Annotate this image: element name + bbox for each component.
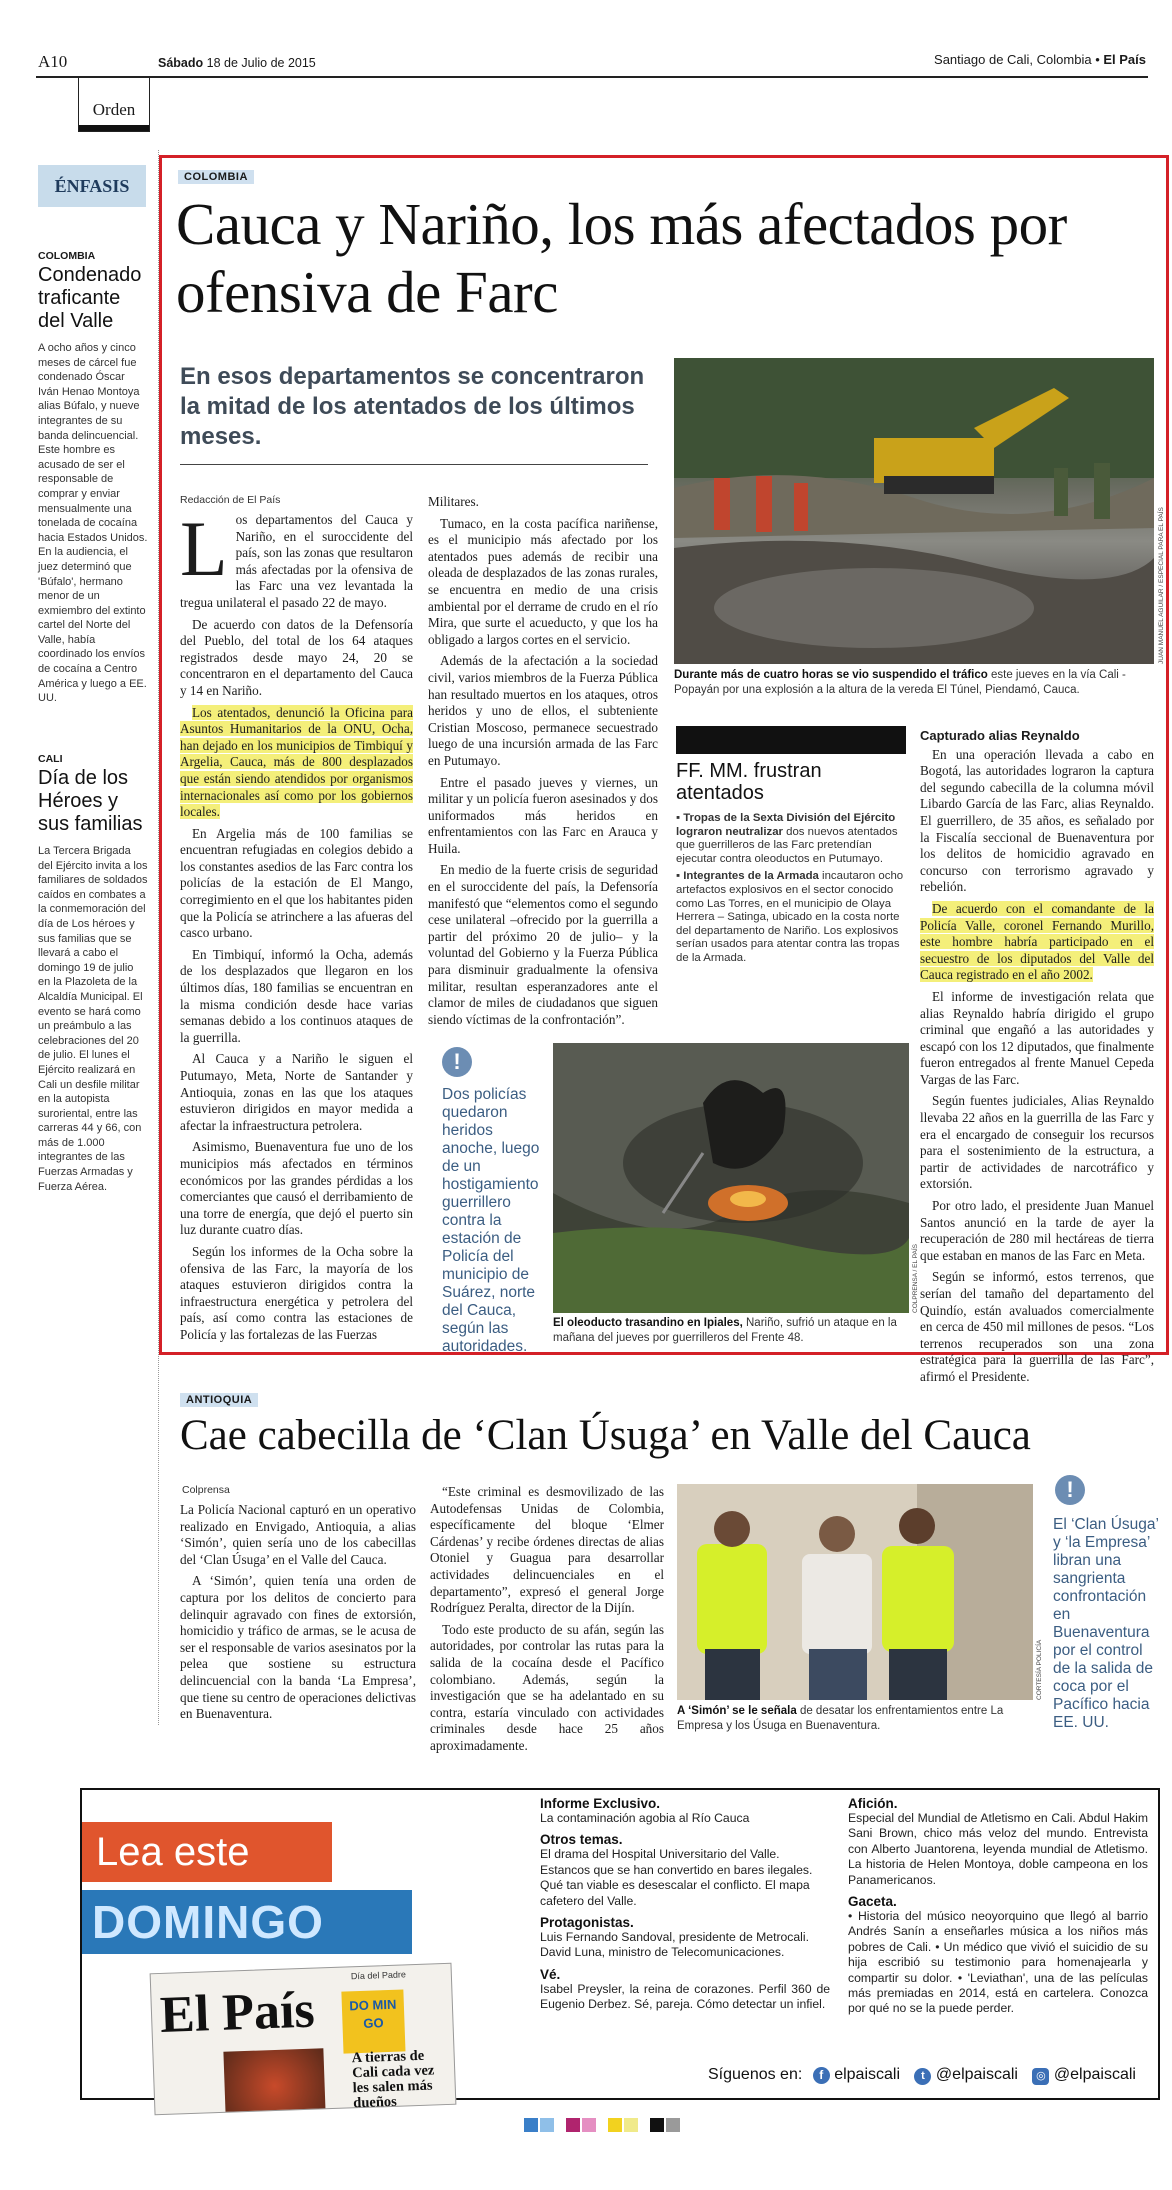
paper-name: El País bbox=[1103, 52, 1146, 67]
main-kicker: COLOMBIA bbox=[178, 170, 254, 184]
section-tab bbox=[78, 76, 150, 132]
registration-swatch bbox=[608, 2118, 622, 2132]
registration-swatch bbox=[666, 2118, 680, 2132]
promo-domingo: DOMINGO bbox=[82, 1890, 412, 1954]
main-col-1 bbox=[180, 505, 413, 1349]
promo-newspaper bbox=[150, 1963, 457, 2115]
photo-landslide-caption-text: este jueves en la vía Cali - Popayán por una explosión a la altura de la vereda El Túnel, Piendamó, Cauca. bbox=[674, 669, 1126, 696]
photo-capture-caption bbox=[677, 1704, 1037, 1734]
photo-pipeline-credit: COLPRENSA / EL PAÍS bbox=[912, 1244, 919, 1313]
box-frustran-item-2-text: incautaron ocho artefactos explosivos en el sector conocido como Las Torres, en el municipio de Olaya Herrera – Satinga, ubicado en la costa norte del departamento de Nariño. Los explosivos serían usados para atentar contra las tropas de la Armada. bbox=[676, 870, 904, 964]
promo-t-4: Isabel Preysler, la reina de corazones. Perfil 360 de Eugenio Derbez. Sé, pareja. Cómo detectar un infiel. bbox=[540, 1981, 830, 2012]
sidebar-title: ÉNFASIS bbox=[54, 176, 130, 196]
box-frustran-item-2: ▪ Integrantes de la Armada incautaron ocho artefactos explosivos en el sector conocido como Las Torres, en el municipio de Olaya Herrera – Satinga, ubicado en la costa norte del departamento de Nariño. Los explosivos serían usados para atentar contra las tropas de la Armada. bbox=[676, 870, 904, 964]
promo-h-6: Gaceta. bbox=[848, 1894, 897, 1910]
registration-swatch bbox=[650, 2118, 664, 2132]
sidebar-kicker-2: CALI bbox=[38, 753, 63, 765]
date-text: 18 de Julio de 2015 bbox=[206, 56, 316, 70]
photo-pipeline-fire-art bbox=[553, 1043, 909, 1313]
right-p4: Según fuentes judiciales, Alias Reynaldo llevaba 22 años en la guerrilla de las Farc y era el encargado de conseguir los recursos para el sostenimiento de la estructura, a partir de actividades de narcotráfico y extorsión. bbox=[920, 1093, 1154, 1192]
exclamation-icon-2: ! bbox=[1055, 1475, 1085, 1505]
promo-col-1 bbox=[540, 1796, 830, 2019]
main-byline: Redacción de El País bbox=[180, 494, 281, 506]
photo-capture bbox=[677, 1484, 1033, 1700]
right-p6: Según se informó, estos terrenos, que serían del tamaño del departamento del Quindío, están avaluados comercialmente en cerca de 450 mil millones de pesos. “Los terrenos recuperados son una zona estratégica para la guerrilla de las Farc”, afirmó el Presidente. bbox=[920, 1269, 1154, 1384]
main-col1-p2: De acuerdo con datos de la Defensoría del Pueblo, del total de los 64 ataques registrados desde mayo 24, 20 se concentraron en el departamento del Cauca y 14 en Nariño. bbox=[180, 616, 413, 698]
main-headline: Cauca y Nariño, los más afectados por ofensiva de Farc bbox=[176, 191, 1067, 325]
main-col1-p3-highlight: Los atentados, denunció la Oficina para Asuntos Humanitarios de la ONU, Ocha, han dejado en los municipios de Timbiquí y Argelia, Cauca, más de 800 desplazados que están siendo atendidos por organismos internacionales así como por los gobiernos locales. bbox=[180, 704, 413, 820]
promo-h-2: Otros temas. bbox=[540, 1832, 623, 1848]
photo-pipeline-caption-bold: El oleoducto trasandino en Ipiales, bbox=[553, 1317, 743, 1329]
right-p3: El informe de investigación relata que alias Reynaldo habría dirigido el grupo criminal que engañó a las autoridades y escapó con los 12 diputados, que finalmente fueron entregados al frente Manuel Cepeda Vargas de las Farc. bbox=[920, 988, 1154, 1087]
registration-swatch bbox=[582, 2118, 596, 2132]
promo-masthead: El País bbox=[159, 1981, 316, 2044]
date-line bbox=[158, 56, 316, 70]
right-subhead: Capturado alias Reynaldo bbox=[920, 728, 1080, 743]
main-deck: En esos departamentos se concentraron la mitad de los atentados de los últimos meses. bbox=[180, 363, 645, 450]
location: Santiago de Cali, Colombia bbox=[934, 52, 1092, 67]
promo-h-3: Protagonistas. bbox=[540, 1915, 634, 1931]
main-right-col bbox=[920, 728, 1154, 1391]
promo-t-5: Especial del Mundial de Atletismo en Cali. Abdul Hakim Sani Brown, chico más veloz del mundo. Entrevista con Alberto Juantorena, leyenda mundial de Atletismo. La historia de Helen Montoya, doble campeona en los Panamericanos. bbox=[848, 1811, 1148, 1887]
second-col-2 bbox=[430, 1484, 664, 1760]
promo-t-1: La contaminación agobia al Río Cauca bbox=[540, 1811, 750, 1825]
main-col2-p5: En medio de la fuerte crisis de seguridad en el suroccidente del país, la Defensoría manifestó que “elementos como el segundo cese unilateral –ofrecido por la guerrilla a partir del próximo 20 de julio– y la voluntad del Gobierno y la Fuerza Pública para disminuir gradualmente la ofensiva militar, resultan esperanzadores ante el clamor de miles de ciudadanos que siguen siendo víctimas de la confrontación”. bbox=[428, 862, 658, 1027]
promo-left bbox=[82, 1790, 502, 2112]
main-dropcap: L bbox=[180, 505, 228, 592]
box-frustran-item-1-bold: Tropas de la Sexta División del Ejército lograron neutralizar bbox=[676, 812, 896, 838]
sidebar-headline-2: Día de los Héroes y sus familias bbox=[38, 767, 143, 835]
exclamation-icon: ! bbox=[442, 1047, 472, 1077]
photo-landslide bbox=[674, 358, 1154, 664]
right-p1: En una operación llevada a cabo en Bogotá, las autoridades lograron la captura del segundo cabecilla de la columna móvil Libardo García de las Farc, alias Reynaldo. El guerrillero, de 35 años, es señalado por la Fiscalía seccional de Buenaventura por los delitos de homicidio agravado en concurso con terrorismo agravado y rebelión. bbox=[920, 746, 1154, 895]
right-p2 bbox=[920, 901, 1154, 984]
date-day: Sábado bbox=[158, 56, 204, 70]
main-pull-quote: Dos policías quedaron heridos anoche, luego de un hostigamiento guerrillero contra la estación de Policía del municipio de Suárez, norte del Cauca, según las autoridades. bbox=[442, 1086, 540, 1355]
main-kicker-wrap bbox=[178, 165, 254, 184]
main-col1-p5: En Timbiquí, informó la Ocha, además de los desplazados que llegaron en los últimos días, 180 familias se encuentran en la misma condición desde hace varias semanas debido a los continuos ataques de la guerrilla. bbox=[180, 946, 413, 1045]
photo-landslide-caption bbox=[674, 668, 1158, 698]
follow-label: Síguenos en: bbox=[708, 2066, 803, 2083]
box-frustran-title: FF. MM. frustran atentados bbox=[676, 760, 822, 804]
photo-landslide-caption-bold: Durante más de cuatro horas se vio suspendido el tráfico bbox=[674, 669, 988, 681]
sidebar bbox=[38, 250, 148, 1194]
social-bar bbox=[708, 2066, 1136, 2085]
social-facebook[interactable]: elpaiscali bbox=[834, 2066, 901, 2083]
box-frustran bbox=[676, 726, 906, 966]
promo-h-5: Afición. bbox=[848, 1796, 898, 1811]
promo-h-1: Informe Exclusivo. bbox=[540, 1796, 661, 1811]
main-col1-p1: os departamentos del Cauca y Nariño, en el suroccidente del país, son las zonas que resultaron más afectadas por la ofensiva de las Farc una vez levantada la tregua unilateral el pasado 22 de mayo. bbox=[180, 512, 413, 610]
second-kicker-wrap bbox=[180, 1388, 258, 1407]
second-col2-p2: Todo este producto de su afán, según las autoridades, por controlar las rutas para la salida de la cocaína desde el Pacífico colombiano. Además, según la investigación que se ha adelantado en su contra, estaría vinculado con actividades criminales desde hace 25 años aproximadamente. bbox=[430, 1621, 664, 1753]
photo-landslide-credit: JUAN MANUEL AGUILAR / ESPECIAL PARA EL PAÍS bbox=[1158, 507, 1165, 664]
promo-teaser: A tierras de Cali cada vez les salen más dueños bbox=[351, 2047, 435, 2112]
section-label: Orden bbox=[92, 100, 136, 119]
box-frustran-item-1: ▪ Tropas de la Sexta División del Ejército lograron neutralizar dos nuevos atentados que guerrilleros de las Farc pretendían ejecutar contra oleoductos en Putumayo. bbox=[676, 812, 898, 865]
photo-capture-caption-bold: A ‘Simón’ se le señala bbox=[677, 1705, 797, 1717]
main-col2-p1: Militares. bbox=[428, 494, 479, 509]
instagram-icon: ◎ bbox=[1032, 2068, 1049, 2085]
photo-pipeline-caption-text: Nariño, sufrió un ataque en la mañana del jueves por guerrilleros del Frente 48. bbox=[553, 1317, 897, 1344]
second-pull-quote: El ‘Clan Úsuga’ y ‘la Empresa’ libran una sangrienta confrontación en Buenaventura por el control de la salida de coca por el Pacífico hacia EE. UU. bbox=[1053, 1516, 1159, 1731]
photo-landslide-art bbox=[674, 358, 1154, 664]
main-col1-p3 bbox=[180, 705, 413, 821]
second-col2-p1: “Este criminal es desmovilizado de las Autodefensas Unidas de Colombia, específicamente del bloque ‘Elmer Cárdenas’ y recibe órdenes directas de alias Otoniel y Guagua para desarrollar actividades delincuenciales en el departamento”, expresó el general Jorge Rodríguez Peralta, director de la Dijín. bbox=[430, 1484, 664, 1616]
promo-t-2: El drama del Hospital Universitario del Valle. Estancos que se han convertido en bares ilegales. Qué tan viable es desescalar el conflicto. El mapa cafetero del Valle. bbox=[540, 1847, 813, 1908]
promo-domingo-badge: DO MIN GO bbox=[341, 1989, 405, 2053]
right-p2-highlight: De acuerdo con el comandante de la Policía Valle, coronel Fernando Murillo, este hombre habría participado en el secuestro de los diputados del Valle del Cauca registrado en el año 2002. bbox=[920, 900, 1154, 983]
promo-mini-strip: Día del Padre bbox=[350, 1969, 407, 1982]
second-col-1 bbox=[180, 1502, 416, 1728]
second-byline: Colprensa bbox=[182, 1484, 230, 1496]
photo-pipeline-fire bbox=[553, 1043, 909, 1313]
social-twitter[interactable]: @elpaiscali bbox=[935, 2066, 1018, 2083]
main-col-2 bbox=[428, 494, 658, 1033]
registration-bar bbox=[524, 2118, 684, 2132]
second-headline: Cae cabecilla de ‘Clan Úsuga’ en Valle del Cauca bbox=[180, 1412, 1031, 1459]
registration-swatch bbox=[524, 2118, 538, 2132]
promo-col-2 bbox=[848, 1796, 1148, 2023]
registration-swatch bbox=[566, 2118, 580, 2132]
photo-capture-caption-text: de desatar los enfrentamientos entre La Empresa y los Úsuga en Buenaventura. bbox=[677, 1705, 1004, 1732]
page-number: A10 bbox=[38, 52, 68, 71]
box-frustran-item-1-text: dos nuevos atentados que guerrilleros de las Farc pretendían ejecutar contra oleoductos en Putumayo. bbox=[676, 825, 898, 865]
main-col1-p7: Asimismo, Buenaventura fue uno de los municipios más afectados en términos económicos por las grandes pérdidas a los comerciantes que causó el derribamiento de una torre de energía, que dejó el puerto sin luz durante cuatro días. bbox=[180, 1139, 413, 1238]
promo-cover-photo bbox=[223, 2048, 325, 2111]
promo-lea-este: Lea este bbox=[82, 1822, 332, 1882]
box-frustran-bar bbox=[676, 726, 906, 754]
sidebar-kicker-1: COLOMBIA bbox=[38, 250, 96, 262]
section-bar bbox=[79, 125, 149, 131]
registration-swatch bbox=[624, 2118, 638, 2132]
sidebar-headline-1: Condenado traficante del Valle bbox=[38, 264, 142, 332]
right-p5: Por otro lado, el presidente Juan Manuel Santos anunció en la tarde de ayer la recuperación de 280 mil hectáreas de tierra que estaban en manos de las Farc en Meta. bbox=[920, 1198, 1154, 1263]
location-line: Santiago de Cali, Colombia • El País bbox=[934, 52, 1146, 67]
main-col2-p4: Entre el pasado jueves y viernes, un militar y un policía fueron asesinados y dos uniformados más heridos en enfrentamientos con las Farc en Arauca y Huila. bbox=[428, 774, 658, 856]
facebook-icon: f bbox=[813, 2067, 830, 2084]
box-frustran-item-2-bold: Integrantes de la Armada bbox=[683, 870, 819, 883]
promo-t-6: • Historia del músico neoyorquino que llegó al barrio Andrés Sanín a enseñarles música a los niños más pobres de Cali. • Un médico que vivió el suicidio de su hija escribió su testimonio para homenajearla y compartir su dolor. • 'Leviathan', una de las películas más premiadas en 2014, está en cartelera. Conozca por qué no se la puede perder. bbox=[848, 1909, 1148, 2016]
main-col1-p6: Al Cauca y a Nariño le siguen el Putumayo, Meta, Norte de Santander y Antioquia, zonas en las que los ataques estuvieron dirigidos en mayor medida a afectar la infraestructura petrolera. bbox=[180, 1051, 413, 1133]
header-rule bbox=[36, 76, 1148, 78]
second-col1-p1: La Policía Nacional capturó en un operativo realizado en Envigado, Antioquia, a alias ‘Simón’, quien sería uno de los cabecillas del ‘Clan Úsuga’ en el Valle del Cauca. bbox=[180, 1502, 416, 1567]
twitter-icon: t bbox=[914, 2068, 931, 2085]
promo-t-3: Luis Fernando Sandoval, presidente de Metrocali. David Luna, ministro de Telecomunicaciones. bbox=[540, 1930, 809, 1960]
photo-capture-art bbox=[677, 1484, 1033, 1700]
sidebar-body-2: La Tercera Brigada del Ejército invita a los familiares de soldados caídos en combates a la conmemoración del día de Los héroes y sus familias que se llevará a cabo el domingo 19 de julio en la Plazoleta de la Alcaldía Municipal. El evento se hará como un preámbulo a las celebraciones del 20 de julio. El lunes el Ejército realizará en Cali un desfile militar en la autopista suroriental, entre las carreras 44 y 66, con más de 1.000 integrantes de las Fuerzas Armadas y Fuerza Aérea. bbox=[38, 845, 148, 1193]
main-col1-p8: Según los informes de la Ocha sobre la ofensiva de las Farc, la mayoría de los ataques estuvieron dirigidos contra la infraestructura energética y petrolera del país, así como contra las estaciones de Policía y las fortalezas de las Fuerzas bbox=[180, 1243, 413, 1342]
sidebar-body-1: A ocho años y cinco meses de cárcel fue condenado Óscar Iván Henao Montoya alias Búfalo, y nueve integrantes de su banda delincuencial. Este hombre es acusado de ser el responsable de comprar y enviar mensualmente una tonelada de cocaína hacia Estados Unidos. En la audiencia, el juez determinó que 'Búfalo', hermano menor de un exmiembro del extinto cartel del Norte del Valle, había coordinado los envíos de cocaína a Centro América y luego a EE. UU. bbox=[38, 342, 148, 705]
deck-rule bbox=[180, 464, 648, 465]
registration-swatch bbox=[540, 2118, 554, 2132]
photo-pipeline-caption bbox=[553, 1316, 923, 1346]
main-col1-p4: En Argelia más de 100 familias se encuentran refugiadas en colegios debido a los constantes asedios de las Farc contra los policías de la estación de El Mango, corregimiento en el que los habitantes piden que la Policía se atrinchere a las afueras del casco urbano. bbox=[180, 825, 413, 941]
promo-h-4: Vé. bbox=[540, 1966, 561, 1982]
main-col2-p2: Tumaco, en la costa pacífica nariñense, es el municipio más afectado por los atentados pues además de recibir una oleada de desplazados de las zonas rurales, se encuentra en medio de una crisis ambiental por el derrame de crudo en el río Mira, que surte el acueducto, y que los ha obligado a largos cortes en el servicio. bbox=[428, 515, 658, 647]
sidebar-title-box bbox=[38, 165, 146, 207]
second-col1-p2: A ‘Simón’, quien tenía una orden de captura por los delitos de concierto para delinquir agravado con fines de extorsión, homicidio y tráfico de armas, se le acusa de ser el responsable de varios asesinatos por la pelea que sostiene su estructura delincuencial con la banda ‘La Empresa’, que tiene su centro de operaciones delictivas en Buenaventura. bbox=[180, 1573, 416, 1722]
main-col2-p3: Además de la afectación a la sociedad civil, varios miembros de la Fuerza Pública han resultado muertos en los ataques, otros heridos y uno de ellos, el subteniente Cristian Moscoso, permanece secuestrado luego de una incursión armada de las Farc en Putumayo. bbox=[428, 653, 658, 768]
second-kicker: ANTIOQUIA bbox=[180, 1393, 258, 1407]
social-instagram[interactable]: @elpaiscali bbox=[1053, 2066, 1136, 2083]
photo-capture-credit: CORTESÍA POLICÍA bbox=[1036, 1639, 1043, 1700]
